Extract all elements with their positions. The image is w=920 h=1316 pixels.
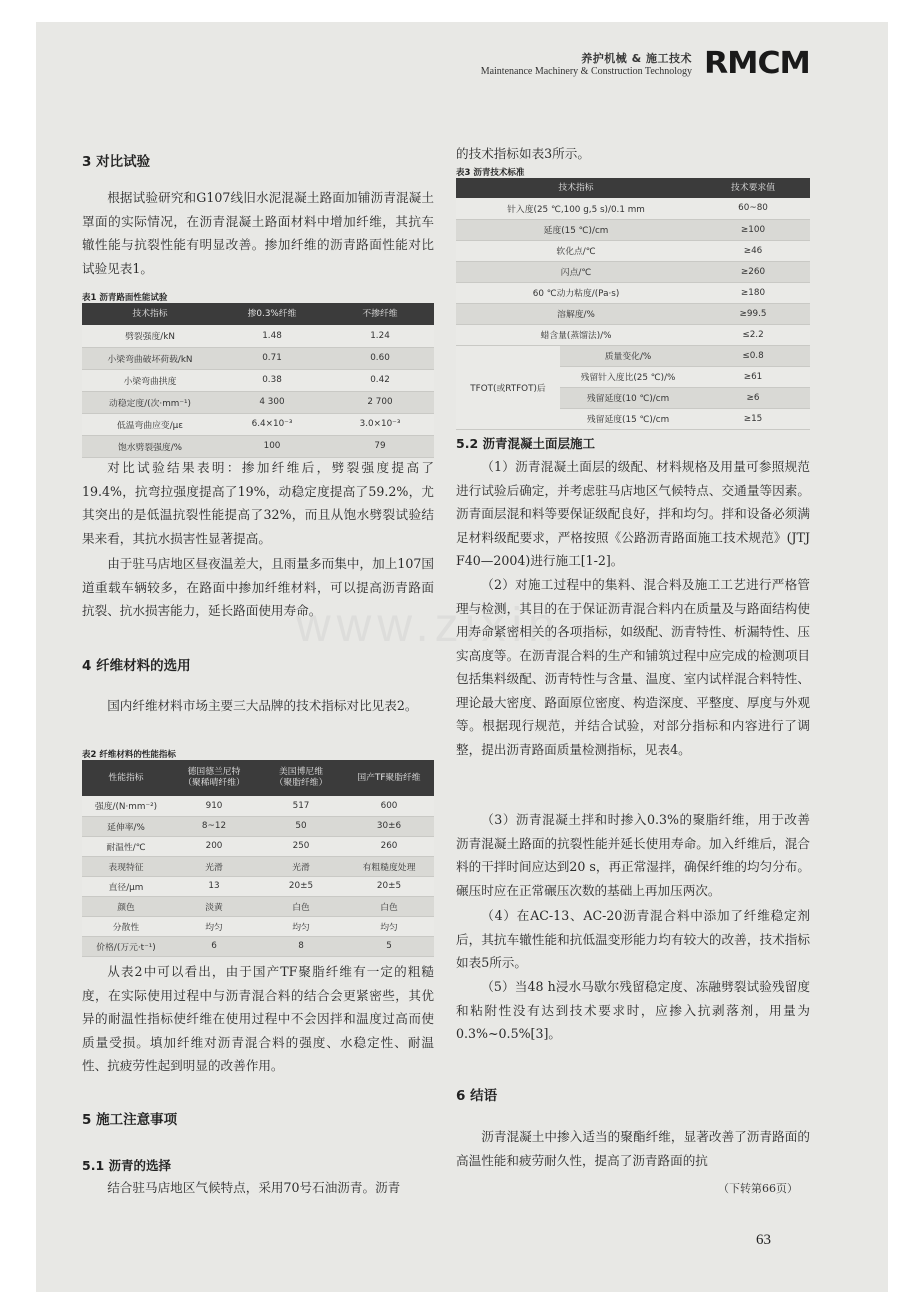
table-cell: 0.42 — [326, 369, 434, 391]
table-cell: 5 — [344, 936, 434, 956]
table-1-header: 掺0.3%纤维 — [218, 303, 326, 325]
table-2-header: 国产TF聚脂纤维 — [344, 760, 434, 796]
table-cell: 260 — [344, 836, 434, 856]
table-cell: 200 — [170, 836, 258, 856]
table-1-caption: 表1 沥青路面性能试验 — [82, 293, 168, 303]
section-5-2-paragraph-3: （3）沥青混凝土拌和时掺入0.3%的聚脂纤维，用于改善沥青混凝土路面的抗裂性能并延长使用寿命。加入纤维后，混合料的干拌时间应达到20 s，再正常湿拌，确保纤维的均匀分布。碾压时应在正常碾压次数的基础上再加压两次。 — [456, 812, 810, 898]
table-cell: 延伸率/% — [82, 816, 170, 836]
table-cell: 均匀 — [344, 916, 434, 936]
table-cell: ≥100 — [696, 219, 810, 240]
table-cell: 均匀 — [258, 916, 344, 936]
table-cell: 3.0×10⁻³ — [326, 413, 434, 435]
table-row — [456, 261, 810, 282]
table-row — [456, 282, 810, 303]
section-3-paragraph-2: 对比试验结果表明：掺加纤维后，劈裂强度提高了19.4%，抗弯拉强度提高了19%，动稳定度提高了59.2%，尤其突出的是低温抗裂性能提高了32%，而且从饱水劈裂试验结果来看，其抗水损害性显著提高。 — [82, 460, 434, 546]
table-row — [456, 240, 810, 261]
table-1-header: 不掺纤维 — [326, 303, 434, 325]
table-cell: 30±6 — [344, 816, 434, 836]
table-2-header: 性能指标 — [82, 760, 170, 796]
table-cell: 79 — [326, 435, 434, 457]
table-cell: 表现特征 — [82, 856, 170, 876]
table-row — [82, 936, 434, 956]
journal-logo: RMCM — [704, 46, 810, 81]
table-cell: 残留延度(10 ℃)/cm — [560, 387, 696, 408]
table-cell: 饱水劈裂强度/% — [82, 435, 218, 457]
table-row — [82, 836, 434, 856]
table-2-caption: 表2 纤维材料的性能指标 — [82, 750, 176, 760]
table-row — [456, 324, 810, 345]
table-cell: 强度/(N·mm⁻²) — [82, 796, 170, 816]
table-2-header: 美国博尼维 （聚脂纤维） — [258, 760, 344, 796]
table-cell: 20±5 — [258, 876, 344, 896]
table-cell: ≥180 — [696, 282, 810, 303]
table-row — [82, 896, 434, 916]
table-cell: 910 — [170, 796, 258, 816]
table-cell: 颜色 — [82, 896, 170, 916]
table-row — [82, 347, 434, 369]
continued-note: （下转第66页） — [718, 1182, 798, 1195]
table-row — [82, 876, 434, 896]
section-3-paragraph-3: 由于驻马店地区昼夜温差大，且雨量多而集中，加上107国道重载车辆较多，在路面中掺加纤维材料，可以提高沥青路面抗裂、抗水损害能力，延长路面使用寿命。 — [82, 556, 434, 618]
journal-title-cn: 养护机械 & 施工技术 — [581, 52, 692, 65]
table-cell: 0.60 — [326, 347, 434, 369]
table-cell: 50 — [258, 816, 344, 836]
table-cell: ≥260 — [696, 261, 810, 282]
section-5-1-paragraph: 结合驻马店地区气候特点，采用70号石油沥青。沥青 — [107, 1180, 401, 1195]
table-cell: 耐温性/℃ — [82, 836, 170, 856]
table-row — [456, 345, 810, 366]
table-cell: 517 — [258, 796, 344, 816]
table-cell: 4 300 — [218, 391, 326, 413]
table-row — [82, 796, 434, 816]
table-row — [82, 325, 434, 347]
table-3 — [456, 178, 810, 430]
table-cell: 100 — [218, 435, 326, 457]
table-cell: 延度(15 ℃)/cm — [456, 219, 696, 240]
table-cell: ≥46 — [696, 240, 810, 261]
section-5-heading: 5 施工注意事项 — [82, 1112, 178, 1128]
table-row — [82, 369, 434, 391]
table-group-label: TFOT(或RTFOT)后 — [456, 345, 560, 429]
section-5-2-paragraph-1: （1）沥青混凝土面层的级配、材料规格及用量可参照规范进行试验后确定，并考虑驻马店地区气候特点、交通量等因素。沥青面层混和料等要保证级配良好，拌和均匀。拌和设备必须满足材料级配要求，严格按照《公路沥青路面施工技术规范》(JTJ F40—2004)进行施工[1-2]。 — [456, 459, 810, 568]
section-5-2-paragraph-2: （2）对施工过程中的集料、混合料及施工工艺进行严格管理与检测，其目的在于保证沥青混合料内在质量及与路面结构使用寿命紧密相关的各项指标，如级配、沥青特性、析漏特性、压实高度等。在沥青混合料的生产和铺筑过程中应完成的检测项目包括集料级配、沥青特性与含量、温度、室内试样混合料特性、理论最大密度、路面原位密度、构造深度、平整度、厚度与外观等。根据现行规范，并结合试验，对部分指标和内容进行了调整，提出沥青路面质量检测指标，见表4。 — [456, 577, 810, 757]
table-2 — [82, 760, 434, 957]
table-cell: 1.48 — [218, 325, 326, 347]
table-cell: 针入度(25 ℃,100 g,5 s)/0.1 mm — [456, 198, 696, 219]
table-cell: 光滑 — [258, 856, 344, 876]
table-cell: 分散性 — [82, 916, 170, 936]
section-3-heading: 3 对比试验 — [82, 154, 151, 170]
table-cell: 光滑 — [170, 856, 258, 876]
table-cell: 13 — [170, 876, 258, 896]
section-4-paragraph-2: 从表2中可以看出，由于国产TF聚脂纤维有一定的粗糙度，在实际使用过程中与沥青混合料的结合会更紧密些，其优异的耐温性指标使纤维在使用过程中不会因拌和温度过高而使质量受损。填加纤维对沥青混合料的强度、水稳定性、耐温性、抗疲劳性起到明显的改善作用。 — [82, 964, 434, 1073]
table-cell: ≤2.2 — [696, 324, 810, 345]
section-5-2-heading: 5.2 沥青混凝土面层施工 — [456, 436, 595, 451]
table-cell: 残留延度(15 ℃)/cm — [560, 408, 696, 429]
section-4-paragraph-1: 国内纤维材料市场主要三大品牌的技术指标对比见表2。 — [107, 698, 418, 713]
table-cell: 低温弯曲应变/με — [82, 413, 218, 435]
table-row — [82, 856, 434, 876]
table-cell: 1.24 — [326, 325, 434, 347]
table-cell: 直径/μm — [82, 876, 170, 896]
table-cell: 淡黄 — [170, 896, 258, 916]
table-cell: 600 — [344, 796, 434, 816]
table-3-header: 技术要求值 — [696, 178, 810, 198]
section-4-heading: 4 纤维材料的选用 — [82, 658, 191, 674]
table-cell: 8 — [258, 936, 344, 956]
table-cell: 白色 — [258, 896, 344, 916]
section-5-2-paragraph-4: （4）在AC-13、AC-20沥青混合料中添加了纤维稳定剂后，其抗车辙性能和抗低温变形能力均有较大的改善，技术指标如表5所示。 — [456, 908, 810, 970]
table-cell: 有粗糙度处理 — [344, 856, 434, 876]
table-cell: 价格/(万元·t⁻¹) — [82, 936, 170, 956]
table-3-caption: 表3 沥青技术标准 — [456, 168, 525, 178]
table-1-header: 技术指标 — [82, 303, 218, 325]
table-row — [456, 198, 810, 219]
table-cell: 0.38 — [218, 369, 326, 391]
table-cell: ≥99.5 — [696, 303, 810, 324]
table-row — [82, 816, 434, 836]
page-number: 63 — [756, 1232, 771, 1248]
table-cell: 溶解度/% — [456, 303, 696, 324]
table-cell: ≥61 — [696, 366, 810, 387]
table-cell: 劈裂强度/kN — [82, 325, 218, 347]
table-3-header: 技术指标 — [456, 178, 696, 198]
table-cell: 均匀 — [170, 916, 258, 936]
table-row — [456, 219, 810, 240]
table-cell: 质量变化/% — [560, 345, 696, 366]
table-2-header: 德国德兰尼特 （聚稀晴纤维） — [170, 760, 258, 796]
watermark: www.zixin — [296, 599, 561, 652]
table-cell: 小梁弯曲拱度 — [82, 369, 218, 391]
section-5-1-heading: 5.1 沥青的选择 — [82, 1158, 171, 1173]
table-cell: 0.71 — [218, 347, 326, 369]
journal-header — [430, 44, 810, 104]
table-row — [456, 303, 810, 324]
table-cell: 60 ℃动力粘度/(Pa·s) — [456, 282, 696, 303]
table-cell: 软化点/℃ — [456, 240, 696, 261]
table-cell: 闪点/℃ — [456, 261, 696, 282]
section-5-2-paragraph-5: （5）当48 h浸水马歇尔残留稳定度、冻融劈裂试验残留度和粘附性没有达到技术要求时，应掺入抗剥落剂，用量为0.3%~0.5%[3]。 — [456, 979, 810, 1041]
table-cell: 20±5 — [344, 876, 434, 896]
table-cell: 60~80 — [696, 198, 810, 219]
journal-title-en: Maintenance Machinery & Construction Technology — [480, 66, 692, 77]
table-cell: 残留针入度比(25 ℃)/% — [560, 366, 696, 387]
table-cell: 动稳定度/(次·mm⁻¹) — [82, 391, 218, 413]
section-6-heading: 6 结语 — [456, 1088, 498, 1104]
table-cell: 6 — [170, 936, 258, 956]
section-6-paragraph: 沥青混凝土中掺入适当的聚酯纤维，显著改善了沥青路面的高温性能和疲劳耐久性，提高了沥青路面的抗 — [456, 1129, 810, 1168]
section-3-paragraph-1: 根据试验研究和G107线旧水泥混凝土路面加铺沥青混凝土罩面的实际情况，在沥青混凝土路面材料中增加纤维，其抗车辙性能与抗裂性能有明显改善。掺加纤维的沥青路面性能对比试验见表1。 — [82, 190, 434, 276]
right-paragraph-continued: 的技术指标如表3所示。 — [456, 146, 590, 161]
table-cell: 蜡含量(蒸馏法)/% — [456, 324, 696, 345]
table-cell: 8~12 — [170, 816, 258, 836]
table-cell: 白色 — [344, 896, 434, 916]
table-cell: ≥15 — [696, 408, 810, 429]
table-cell: 小梁弯曲破坏荷载/kN — [82, 347, 218, 369]
table-cell: 6.4×10⁻³ — [218, 413, 326, 435]
table-row — [82, 435, 434, 457]
table-row — [82, 413, 434, 435]
table-row — [82, 391, 434, 413]
table-cell: 250 — [258, 836, 344, 856]
table-1 — [82, 303, 434, 458]
table-cell: ≥6 — [696, 387, 810, 408]
table-row — [82, 916, 434, 936]
table-cell: 2 700 — [326, 391, 434, 413]
table-cell: ≤0.8 — [696, 345, 810, 366]
